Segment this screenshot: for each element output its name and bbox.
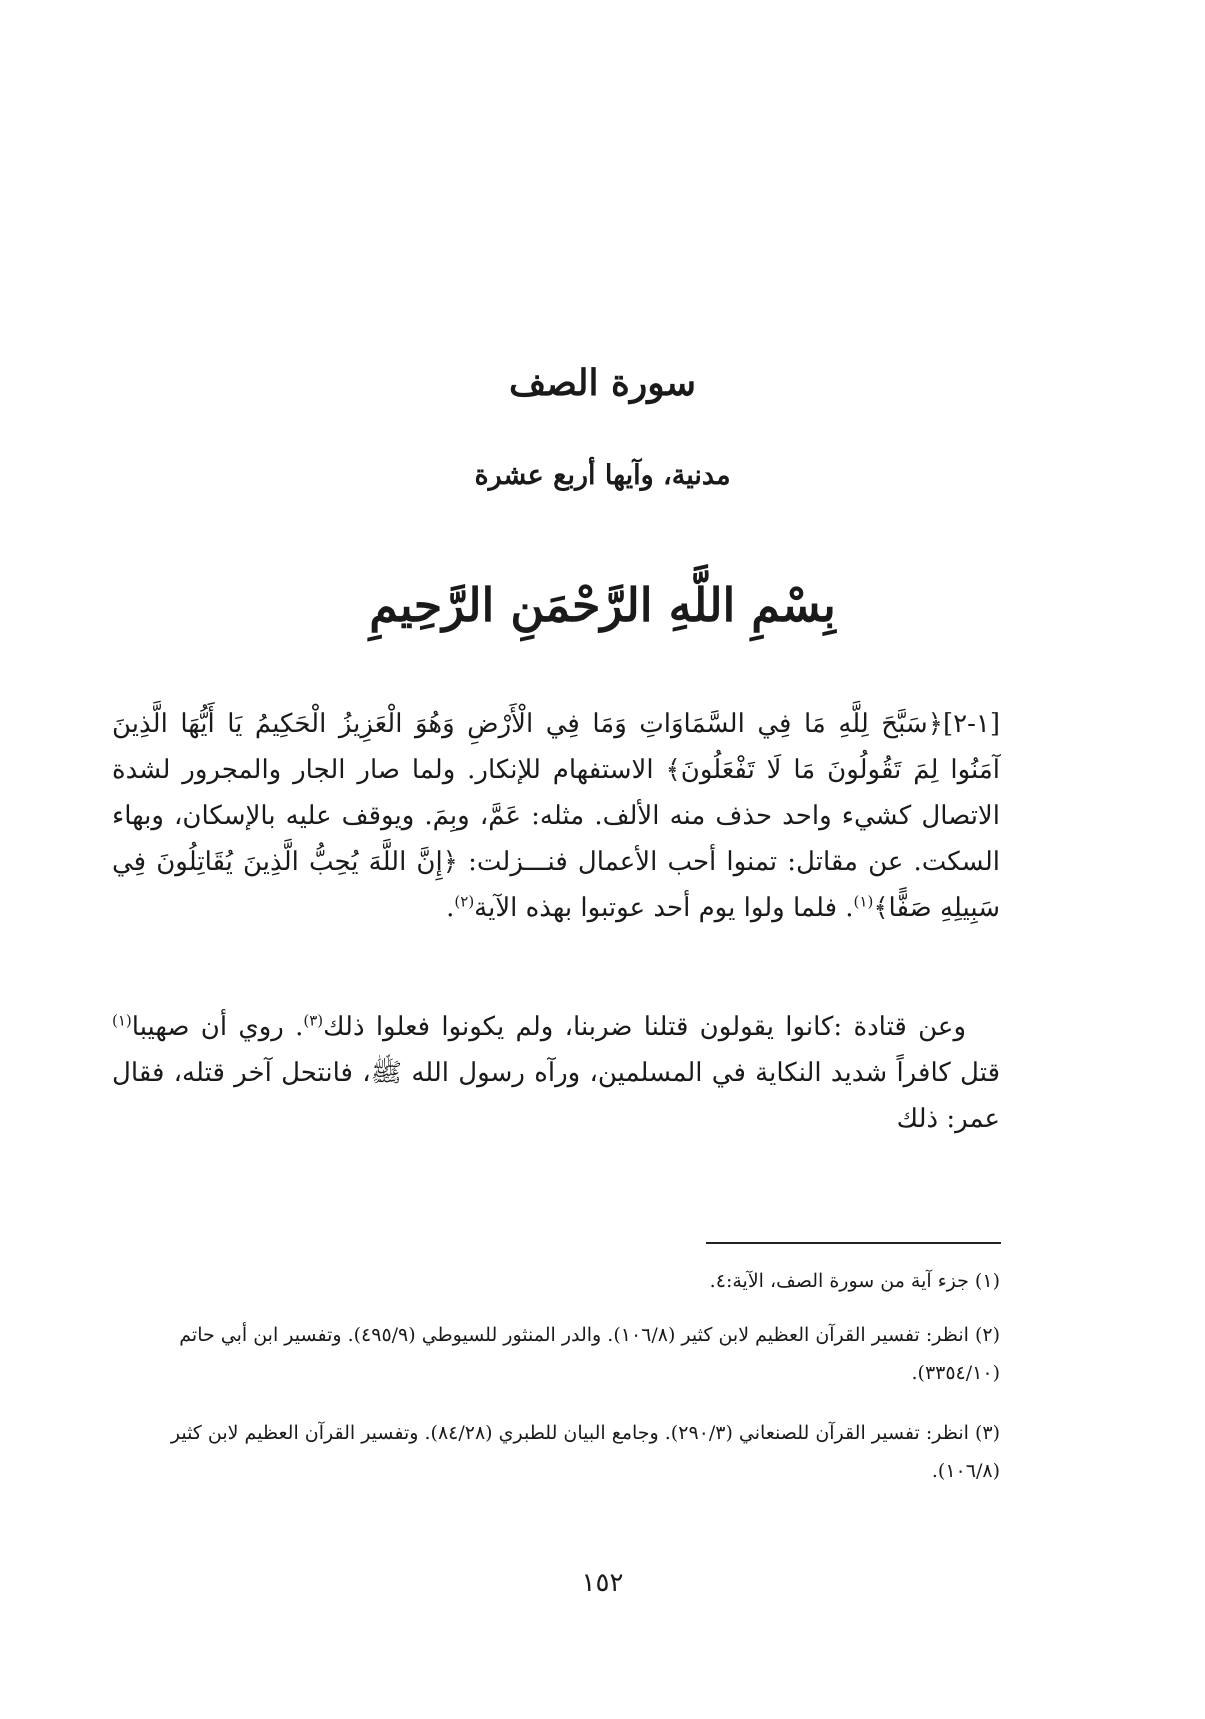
footnote-marker: (١) (853, 892, 874, 911)
footnote-marker: (٣) (303, 1011, 324, 1030)
footnote-1: (١) جزء آية من سورة الصف، الآية:٤. (709, 1270, 1000, 1292)
commentary-text: وعن قتادة :كانوا يقولون قتلنا ضربنا، ولم يكونوا فعلوا ذلك (323, 1012, 966, 1042)
surah-subtitle: مدنية، وآيها أربع عشرة (474, 460, 731, 491)
commentary-text: . (446, 893, 455, 923)
commentary-paragraph-2 (112, 1004, 1000, 1142)
quran-open-bracket: ﴿ (927, 709, 943, 739)
footnote-divider (706, 1242, 1001, 1244)
surah-title: سورة الصف (509, 362, 696, 404)
footnote-2: (٢) انظر: تفسير القرآن العظيم لابن كثير (١٠٦/٨). والدر المنثور للسيوطي (٤٩٥/٩). وتفسير ابن أبي حاتم (٣٣٥٤/١٠). (179, 1324, 1000, 1384)
quran-quote-text: إِنَّ اللَّهَ يُحِبُّ الَّذِينَ يُقَاتِلُونَ فِي سَبِيلِهِ صَفًّا (112, 847, 1000, 923)
quran-open-bracket: ﴿ (442, 847, 458, 877)
commentary-text: الاستفهام للإنكار. ولما صار الجار والمجرور لشدة الاتصال كشيء واحد حذف منه الألف. مثله: عَمَّ، وبِمَ. ويوقف عليه بالإسكان، وبهاء السكت. عن مقاتل: تمنوا أحب الأعمال فنـــزلت: (112, 755, 1001, 877)
verse-reference: [١-٢] (942, 709, 1000, 739)
quran-close-bracket: ﴾ (873, 893, 889, 923)
commentary-text: . فلما ولوا يوم أحد عوتبوا بهذه الآية (474, 893, 854, 923)
footnote-marker: (١) (112, 1011, 132, 1030)
quran-close-bracket: ﴾ (665, 755, 681, 785)
page-number: ١٥٢ (581, 1568, 624, 1598)
footnote-3: (٣) انظر: تفسير القرآن للصنعاني (٢٩٠/٣). وجامع البيان للطبري (٨٤/٢٨). وتفسير القرآن العظيم لابن كثير (١٠٦/٨). (170, 1422, 1000, 1482)
commentary-paragraph-1 (112, 701, 1000, 931)
footnote-marker: (٢) (454, 892, 475, 911)
commentary-text: . روي أن صهيبا (131, 1012, 304, 1042)
quran-verse-text: سَبَّحَ لِلَّهِ مَا فِي السَّمَاوَاتِ وَمَا فِي الْأَرْضِ وَهُوَ الْعَزِيزُ الْحَكِيمُ يَا أَيُّهَا الَّذِينَ آمَنُوا لِمَ تَقُولُونَ مَا لَا تَفْعَلُونَ (112, 709, 1000, 785)
basmala: بِسْمِ اللَّهِ الرَّحْمَنِ الرَّحِيمِ (369, 578, 836, 632)
commentary-text: قتل كافراً شديد النكاية في المسلمين، ورآه رسول الله ﷺ، فانتحل آخر قتله، فقال عمر: ذلك (112, 1058, 1000, 1134)
